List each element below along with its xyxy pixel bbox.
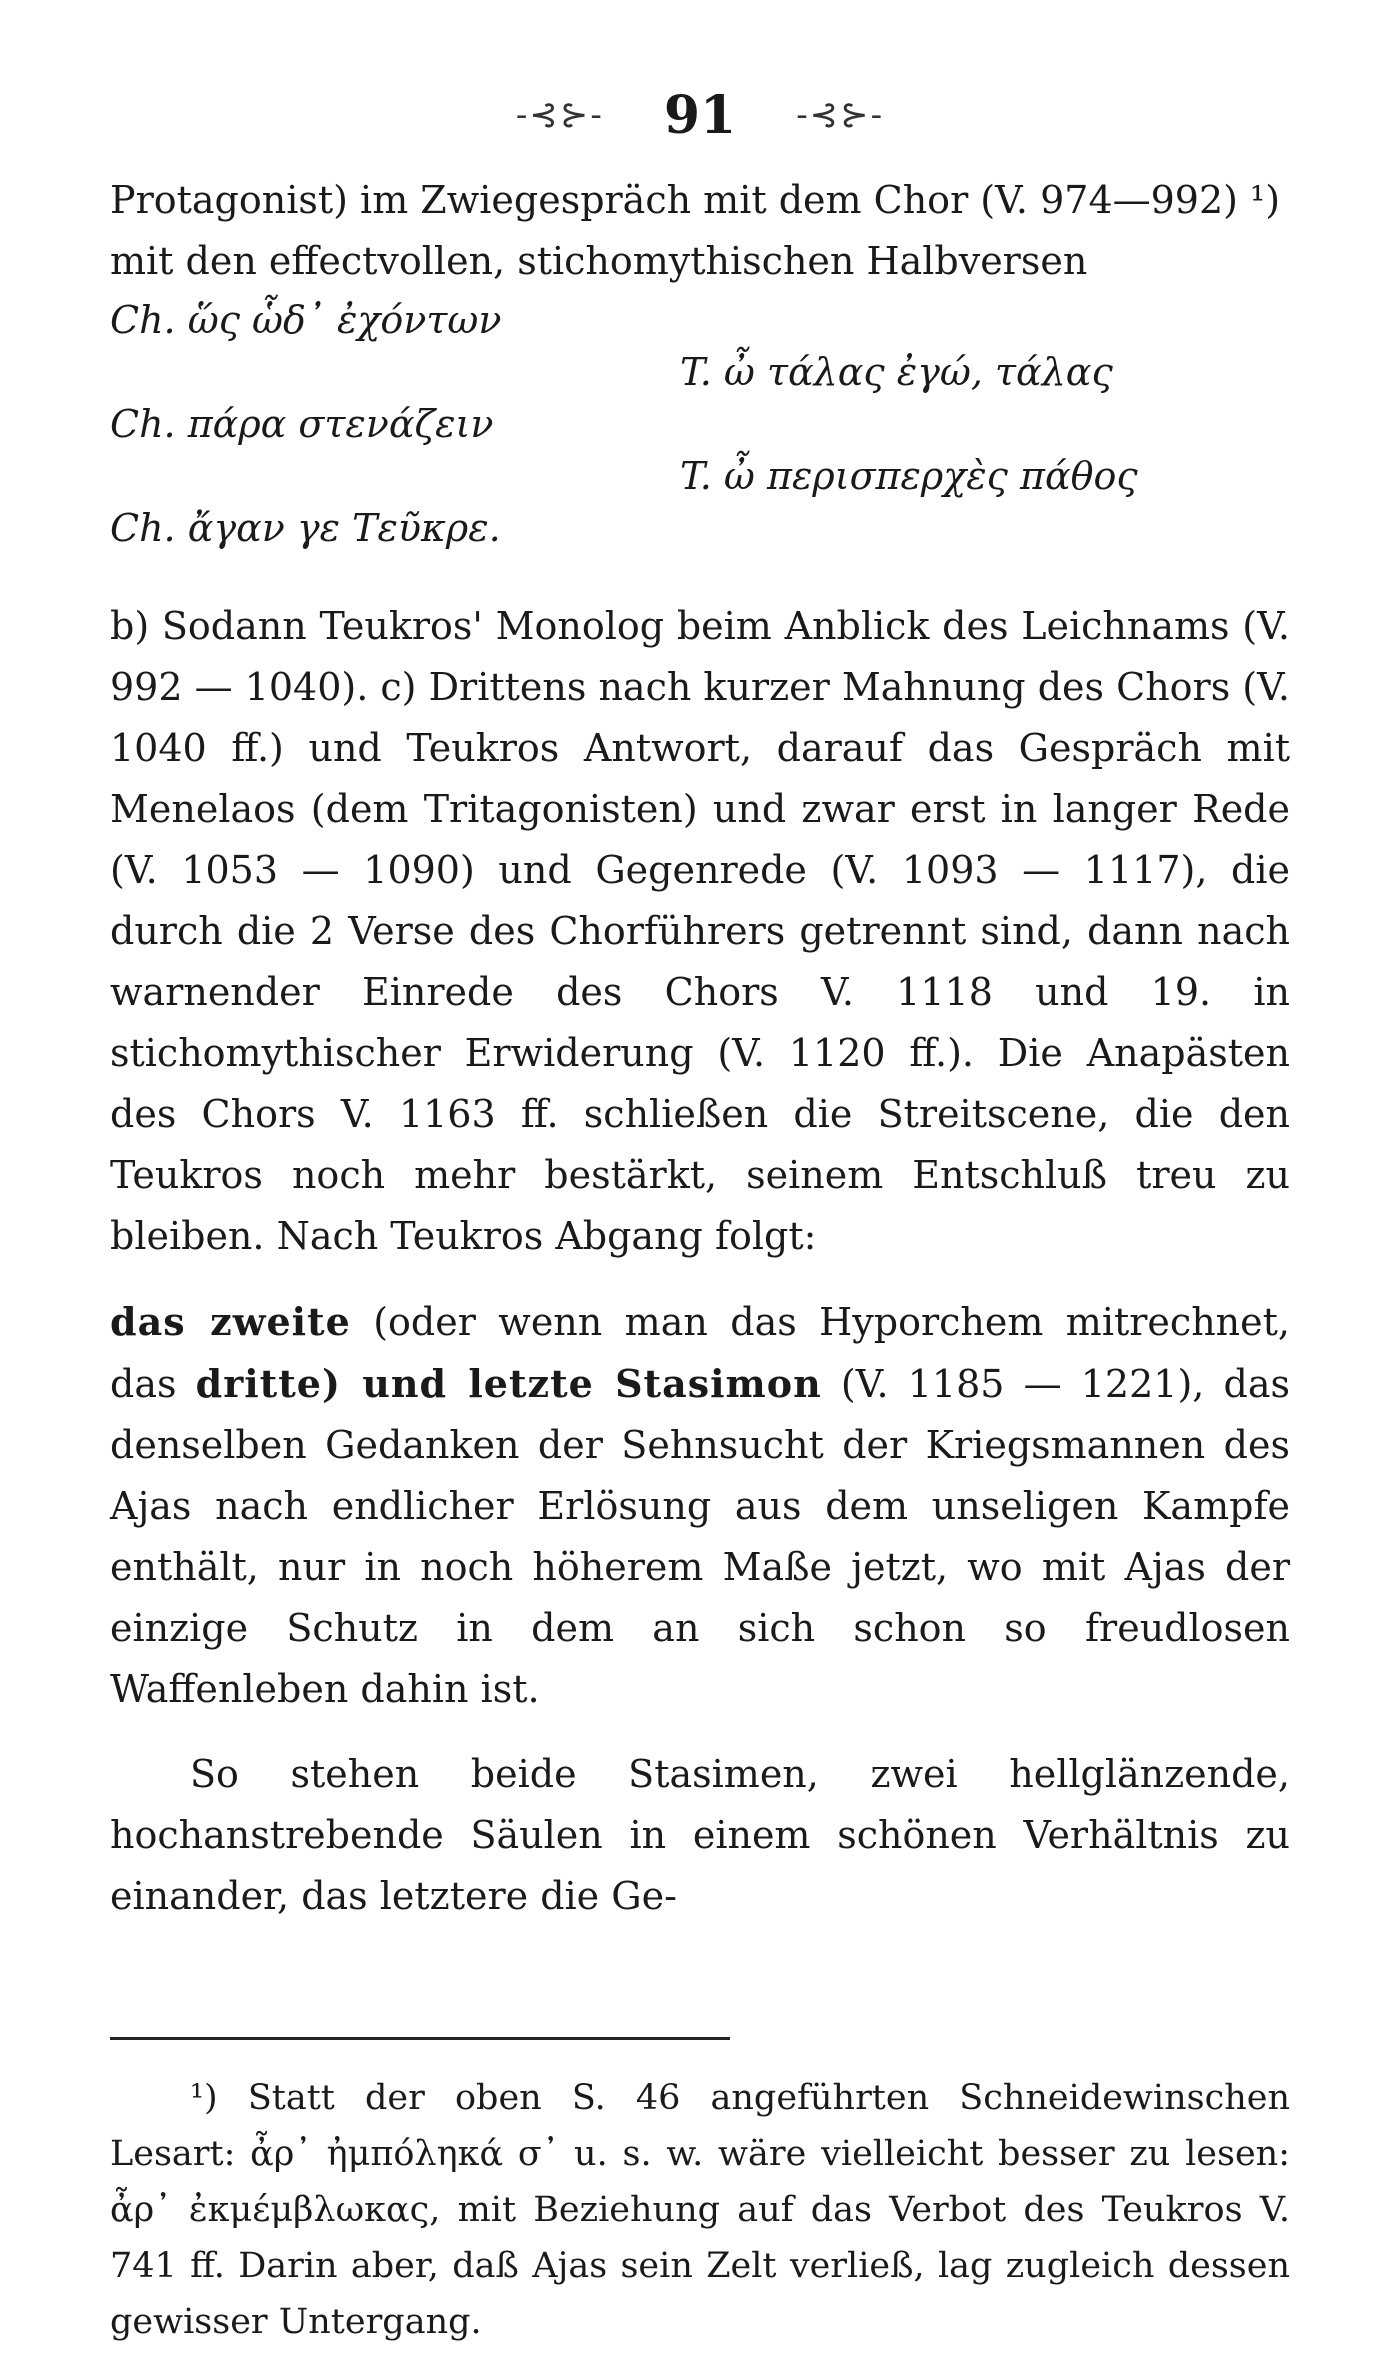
footnote-rule — [110, 2037, 730, 2040]
ornament-right: -⊰⊱- — [796, 95, 885, 135]
paragraph-line: Protagonist) im Zwiegespräch mit dem Chor (V. 974—992) ¹) — [110, 178, 1281, 222]
paragraph-monolog: b) Sodann Teukros' Monolog beim Anblick des Leichnams (V. 992 — 1040). c) Drittens nach kurzer Mahnung des Chors (V. 1040 ff.) und Teukros Antwort, darauf das Gespräch mit Menelaos (dem Tritagonisten) und zwar erst in langer Rede (V. 1053 — 1090) und Gegenrede (V. 1093 — 1117), die durch die 2 Verse des Chorführers getrennt sind, dann nach warnender Einrede des Chors V. 1118 und 19. in stichomythischer Erwiderung (V. 1120 ff.). Die Anapästen des Chors V. 1163 ff. schließen die Streitscene, die den Teukros noch mehr bestärkt, seinem Entschluß treu zu bleiben. Nach Teukros Abgang folgt: — [110, 604, 1290, 1258]
footnote: ¹) Statt der oben S. 46 angeführten Schneidewinschen Lesart: ἆρ᾽ ἠμπόληκά σ᾽ u. s. w. wäre vielleicht besser zu lesen: ἆρ᾽ ἐκμέμβλωκας, mit Beziehung auf das Verbot des Teukros V. 741 ff. Darin aber, daß Ajas sein Zelt verließ, lag zugleich dessen gewisser Untergang. — [110, 2078, 1290, 2342]
paragraph-text: (V. 1185 — 1221), das denselben Gedanken der Sehnsucht der Kriegsmannen des Ajas nach endlicher Erlösung aus dem unseligen Kampfe enthält, nur in noch höherem Maße jetzt, wo mit Ajas der einzige Schutz in dem an sich schon so freudlosen Waffenleben dahin ist. — [110, 1362, 1290, 1711]
dialog-line: T. ὦ περισπερχὲς πάθος — [680, 454, 1138, 498]
paragraph-protagonist — [110, 170, 1290, 292]
dialog-line: Ch. ἄγαν γε Τεῦκρε. — [110, 506, 501, 550]
paragraph-conclusion: So stehen beide Stasimen, zwei hellglänzende, hochanstrebende Säulen in einem schönen Verhältnis zu einander, das letztere die Ge- — [110, 1752, 1290, 1918]
bold-heading: das zweite — [110, 1299, 351, 1344]
paragraph-text: (oder wenn man das Hyporchem mitrechnet, das — [110, 1300, 1290, 1406]
stichomythia-block — [110, 298, 1290, 558]
ornament-left: -⊰⊱- — [515, 95, 604, 135]
paragraph-line: mit den effectvollen, stichomythischen Halbversen — [110, 239, 1088, 283]
dialog-line: T. ὦ τάλας ἐγώ, τάλας — [680, 350, 1113, 394]
dialog-line: Ch. πάρα στενάζειν — [110, 402, 494, 446]
paragraph-stasimon — [110, 1291, 1290, 1720]
bold-heading: dritte) und letzte Stasimon — [195, 1361, 822, 1406]
page-number: 91 — [663, 84, 737, 146]
page-header — [110, 80, 1290, 150]
dialog-line: Ch. ὥς ὧδ᾽ ἐχόντων — [110, 298, 502, 342]
